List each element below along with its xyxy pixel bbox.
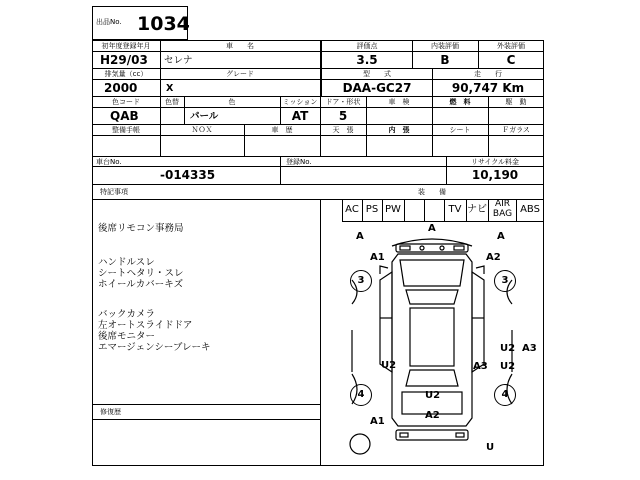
car-name: セレナ: [164, 55, 193, 66]
note-line: 後席モニター: [98, 331, 156, 342]
equipment-label: 装 備: [418, 188, 446, 196]
nox-label: ＮＯＸ: [191, 126, 213, 134]
mileage: 90,747 Km: [451, 81, 525, 95]
equip-airbag: AIR BAG: [492, 199, 513, 219]
manual-label: 整備手帳: [112, 126, 140, 134]
chassis-label: 車台No.: [96, 158, 122, 166]
equip-ps: PS: [365, 204, 379, 215]
recycle-fee: 10,190: [471, 168, 519, 182]
damage-right-u2-1: U2: [500, 343, 516, 354]
damage-rear-a2: A2: [425, 410, 440, 421]
wheel-front-left: 3: [350, 270, 372, 292]
damage-right-u2-2: U2: [500, 361, 516, 372]
model-label: 型 式: [363, 70, 391, 78]
note-line: シートヘタリ・スレ: [98, 268, 184, 279]
recycle-label: リサイクル料金: [470, 158, 520, 166]
note-line: エマージェンシーブレーキ: [98, 342, 211, 353]
damage-bottom-u: U: [486, 442, 495, 453]
color-label: 色: [228, 98, 236, 106]
wheel-rear-left: 4: [350, 384, 372, 406]
grade-label: グレード: [226, 70, 254, 78]
registration-label: 登録No.: [286, 158, 312, 166]
color-name: パール: [190, 111, 219, 122]
damage-rear-a1: A1: [370, 416, 385, 427]
lot-number-box: [92, 6, 188, 40]
note-line: [98, 298, 318, 309]
exterior-score-label: 外装評価: [497, 42, 525, 50]
history-label: 車 歴: [271, 126, 293, 134]
equip-abs: ABS: [520, 204, 540, 215]
fuel-label: 燃 料: [449, 98, 471, 106]
damage-right-a3-1: A3: [522, 343, 537, 354]
wheel-front-right: 3: [494, 270, 516, 292]
notes-list: [98, 223, 318, 353]
mileage-label: 走 行: [474, 70, 502, 78]
damage-left-u2: U2: [381, 360, 397, 371]
repair-history-label: 修復歴: [100, 408, 121, 416]
glass-label: Ｆガラス: [502, 126, 530, 134]
chassis-number: -014335: [160, 168, 216, 182]
cc-label: 排気量（cc）: [104, 70, 148, 78]
damage-front-left: A: [356, 231, 364, 242]
door-count: 5: [338, 109, 348, 123]
damage-right-a3-2: A3: [473, 361, 488, 372]
seat-label: シート: [449, 126, 471, 134]
damage-rear-u2: U2: [425, 390, 441, 401]
note-line: 左オートスライドドア: [98, 320, 193, 331]
mission-label: ミッション: [282, 98, 318, 106]
year-label: 初年度登録年月: [101, 42, 151, 50]
color-code-label: 色コード: [112, 98, 140, 106]
damage-right-a2: A2: [486, 252, 501, 263]
equip-pw: PW: [385, 204, 401, 215]
evaluation-score: 3.5: [356, 53, 378, 67]
lot-number: 1034: [137, 13, 190, 35]
note-line: 後席リモコン事務局: [98, 223, 184, 234]
exterior-score: C: [506, 53, 516, 67]
model-code: DAA-GC27: [342, 81, 412, 95]
wheel-rear-right: 4: [494, 384, 516, 406]
interior-lining-label: 内 張: [388, 126, 410, 134]
displacement: 2000: [104, 81, 138, 95]
equip-navi: ナビ: [467, 204, 487, 215]
interior-score: B: [440, 53, 450, 67]
color-code: QAB: [110, 109, 139, 123]
score-label: 評価点: [356, 42, 378, 50]
note-line: ホイールカバーキズ: [98, 279, 184, 290]
damage-front-center: A: [428, 223, 436, 234]
notes-label: 特記事項: [100, 188, 128, 196]
equip-tv: TV: [448, 204, 462, 215]
equip-ac: AC: [345, 204, 359, 215]
lot-label: 出品No.: [96, 18, 122, 26]
tone-label: 色替: [165, 98, 179, 106]
interior-score-label: 内装評価: [431, 42, 459, 50]
inspection-label: 車 検: [388, 98, 410, 106]
grade: X: [166, 83, 174, 94]
note-line: ハンドルスレ: [98, 257, 155, 268]
note-line: バックカメラ: [98, 309, 156, 320]
transmission: AT: [291, 109, 309, 123]
sunroof-label: 天 張: [332, 126, 354, 134]
note-line: [98, 246, 318, 257]
doors-label: ドア・形状: [325, 98, 361, 106]
drive-label: 駆 動: [505, 98, 527, 106]
damage-left-a1: A1: [370, 252, 385, 263]
name-label: 車 名: [226, 42, 254, 50]
damage-front-right: A: [497, 231, 505, 242]
first-registration: H29/03: [100, 53, 148, 67]
